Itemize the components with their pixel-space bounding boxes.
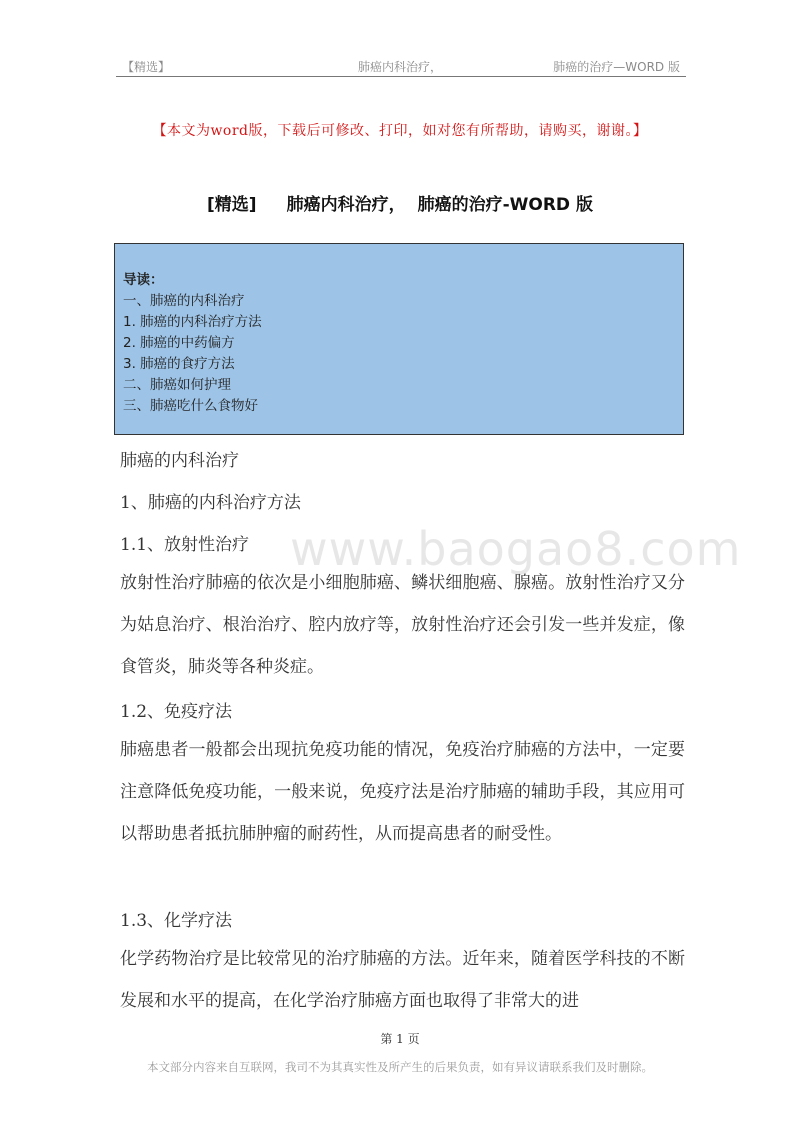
guide-box [114, 243, 684, 435]
footer-disclaimer: 本文部分内容来自互联网，我司不为其真实性及所产生的后果负责，如有异议请联系我们及时删除。 [147, 1060, 653, 1074]
header-divider [116, 76, 686, 77]
paragraph-immunotherapy: 肺癌患者一般都会出现抗免疫功能的情况，免疫治疗肺癌的方法中，一定要注意降低免疫功能，一般来说，免疫疗法是治疗肺癌的辅助手段，其应用可以帮助患者抵抗肺肿瘤的耐药性，从而提高患者的耐受性。 [120, 740, 685, 844]
title-part-1: [精选] [207, 195, 257, 215]
header-left-text: 【精选】 [122, 60, 171, 74]
document-title [0, 190, 800, 215]
page-number: 第 1 页 [380, 1032, 420, 1046]
watermark: www.baogao8.com [290, 522, 742, 576]
guide-item: 一、肺癌的内科治疗 [123, 293, 245, 309]
header-middle-text: 肺癌内科治疗， [358, 60, 443, 74]
guide-item: 三、肺癌吃什么食物好 [123, 398, 258, 414]
section-title: 肺癌的内科治疗 [120, 451, 239, 471]
guide-item: 1. 肺癌的内科治疗方法 [123, 314, 262, 330]
title-part-2: 肺癌内科治疗， [286, 195, 406, 215]
guide-item: 2. 肺癌的中药偏方 [123, 335, 235, 351]
red-notice: 【本文为word版，下载后可修改、打印，如对您有所帮助，请购买，谢谢。】 [152, 123, 648, 139]
guide-item: 3. 肺癌的食疗方法 [123, 356, 235, 372]
header-right-text: 肺癌的治疗—WORD 版 [553, 60, 680, 74]
guide-heading: 导读： [123, 272, 164, 288]
guide-item: 二、肺癌如何护理 [123, 377, 231, 393]
heading-radiotherapy: 1.1、放射性治疗 [120, 535, 250, 555]
subsection-heading: 1、肺癌的内科治疗方法 [120, 493, 301, 513]
heading-chemotherapy: 1.3、化学疗法 [120, 911, 233, 931]
title-part-3: 肺癌的治疗-WORD 版 [417, 195, 593, 215]
paragraph-radiotherapy: 放射性治疗肺癌的依次是小细胞肺癌、鳞状细胞癌、腺癌。放射性治疗又分为姑息治疗、根治治疗、腔内放疗等，放射性治疗还会引发一些并发症，像食管炎，肺炎等各种炎症。 [120, 573, 685, 677]
paragraph-chemotherapy: 化学药物治疗是比较常见的治疗肺癌的方法。近年来，随着医学科技的不断发展和水平的提高，在化学治疗肺癌方面也取得了非常大的进 [120, 949, 685, 1011]
heading-immunotherapy: 1.2、免疫疗法 [120, 702, 233, 722]
